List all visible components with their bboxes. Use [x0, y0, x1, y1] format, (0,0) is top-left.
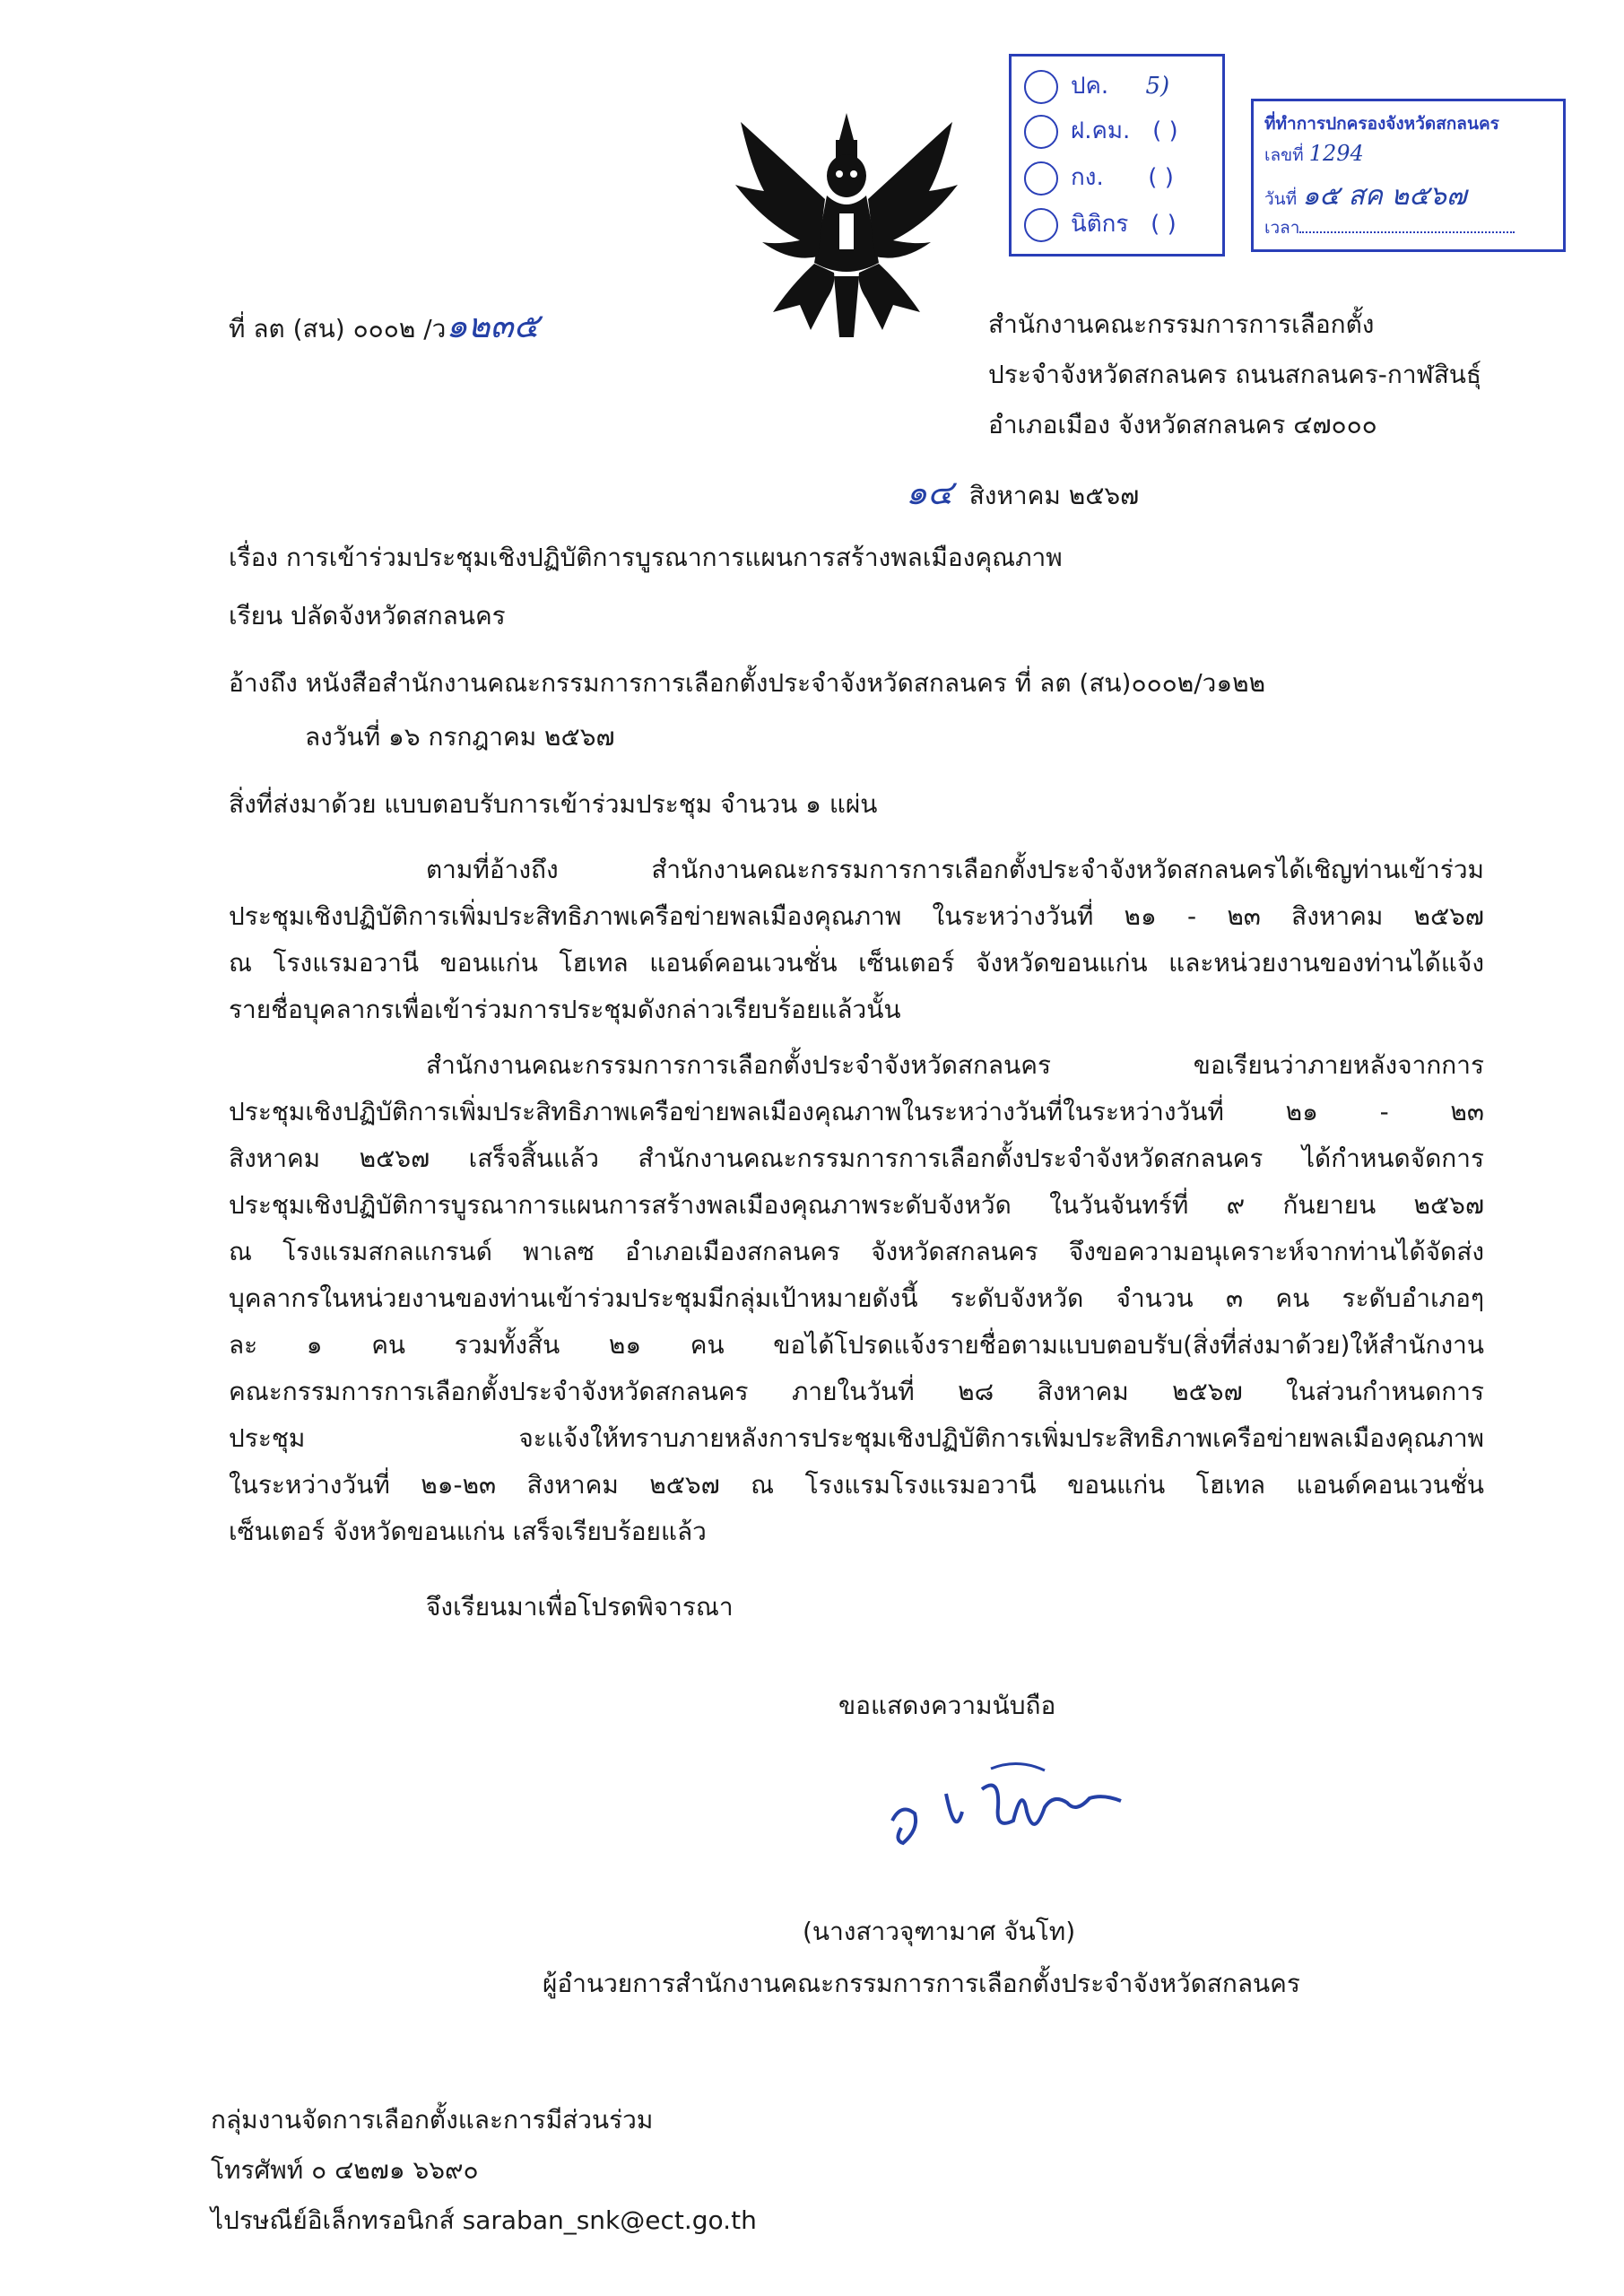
paragraph-line: ประชุมเชิงปฏิบัติการบูรณาการแผนการสร้างพลเมืองคุณภาพระดับจังหวัด ในวันจันทร์ที่ ๙ กันยายน ๒๕๖๗ [229, 1190, 1484, 1220]
paragraph-line: คณะกรรมการการเลือกตั้งประจำจังหวัดสกลนคร ภายในวันที่ ๒๘ สิงหาคม ๒๕๖๗ ในส่วนกำหนดการ [229, 1377, 1484, 1406]
stamp-row: กง. ( ) [1024, 159, 1174, 196]
paragraph-line: สิงหาคม ๒๕๖๗ เสร็จสิ้นแล้ว สำนักงานคณะกรรมการการเลือกตั้งประจำจังหวัดสกลนคร ได้กำหนดจัดการ [229, 1144, 1484, 1173]
office-line: อำเภอเมือง จังหวัดสกลนคร ๔๗๐๐๐ [988, 410, 1377, 439]
footer-email: ไปรษณีย์อิเล็กทรอนิกส์ saraban_snk@ect.go.th [211, 2205, 757, 2235]
closing-request: จึงเรียนมาเพื่อโปรดพิจารณา [426, 1592, 734, 1622]
circle-icon [1024, 208, 1058, 242]
signer-title: ผู้อำนวยการสำนักงานคณะกรรมการการเลือกตั้งประจำจังหวัดสกลนคร [543, 1969, 1300, 1998]
paragraph-line: เซ็นเตอร์ จังหวัดขอนแก่น เสร็จเรียบร้อยแล้ว [229, 1517, 707, 1546]
document-date: ๑๔ สิงหาคม ๒๕๖๗ [906, 473, 1140, 512]
paragraph-line: ประชุมเชิงปฏิบัติการเพิ่มประสิทธิภาพเครือข่ายพลเมืองคุณภาพ ในระหว่างวันที่ ๒๑ - ๒๓ สิงหาคม ๒๕๖๗ [229, 901, 1484, 931]
footer-phone: โทรศัพท์ ๐ ๔๒๗๑ ๖๖๙๐ [211, 2155, 479, 2185]
document-number: ที่ ลต (สน) ๐๐๐๒ /ว๑๒๓๕ [229, 306, 540, 345]
received-stamp [1251, 99, 1566, 252]
paragraph-line: ในระหว่างวันที่ ๒๑-๒๓ สิงหาคม ๒๕๖๗ ณ โรงแรมโรงแรมอวานี ขอนแก่น โฮเทล แอนด์คอนเวนชั่น [229, 1470, 1484, 1500]
enclosure-line: สิ่งที่ส่งมาด้วย แบบตอบรับการเข้าร่วมประชุม จำนวน ๑ แผ่น [229, 789, 878, 819]
footer-department: กลุ่มงานจัดการเลือกตั้งและการมีส่วนร่วม [211, 2105, 654, 2135]
circle-icon [1024, 115, 1058, 149]
paragraph-line: ตามที่อ้างถึง สำนักงานคณะกรรมการการเลือกตั้งประจำจังหวัดสกลนครได้เชิญท่านเข้าร่วม [426, 855, 1484, 884]
paragraph-line: ประชุมเชิงปฏิบัติการเพิ่มประสิทธิภาพเครือข่ายพลเมืองคุณภาพในระหว่างวันที่ในระหว่างวันที่ ๒๑ - ๒๓ [229, 1097, 1484, 1126]
stamp-number-row: เลขที่ 1294 [1264, 141, 1364, 166]
stamp-row: ปค. 5) [1024, 67, 1169, 104]
office-line: ประจำจังหวัดสกลนคร ถนนสกลนคร-กาฬสินธุ์ [988, 360, 1482, 389]
stamp-date-row: วันที่ ๑๕ สค ๒๕๖๗ [1264, 180, 1467, 212]
reference-line: อ้างถึง หนังสือสำนักงานคณะกรรมการการเลือกตั้งประจำจังหวัดสกลนคร ที่ ลต (สน)๐๐๐๒/ว๑๒๒ [229, 668, 1266, 698]
paragraph-line: ละ ๑ คน รวมทั้งสิ้น ๒๑ คน ขอได้โปรดแจ้งรายชื่อตามแบบตอบรับ(สิ่งที่ส่งมาด้วย)ให้สำนักงาน [229, 1330, 1484, 1360]
paragraph-line: ณ โรงแรมสกลแกรนด์ พาเลซ อำเภอเมืองสกลนคร จังหวัดสกลนคร จึงขอความอนุเคราะห์จากท่านได้จัดส่ง [229, 1237, 1484, 1266]
reference-date-line: ลงวันที่ ๑๖ กรกฎาคม ๒๕๖๗ [305, 722, 615, 752]
paragraph-line: สำนักงานคณะกรรมการการเลือกตั้งประจำจังหวัดสกลนคร ขอเรียนว่าภายหลังจากการ [426, 1050, 1484, 1080]
stamp-office: ที่ทำการปกครองจังหวัดสกลนคร [1264, 114, 1499, 134]
salutation: ขอแสดงความนับถือ [838, 1691, 1056, 1720]
stamp-row: นิติกร ( ) [1024, 205, 1177, 242]
paragraph-line: บุคลากรในหน่วยงานของท่านเข้าร่วมประชุมมีกลุ่มเป้าหมายดังนี้ ระดับจังหวัด จำนวน ๓ คน ระดับอำเภอๆ [229, 1283, 1484, 1313]
signer-name: (นางสาวจุฑามาศ จันโท) [803, 1917, 1076, 1946]
garuda-emblem [728, 106, 966, 341]
paragraph-line: ประชุม จะแจ้งให้ทราบภายหลังการประชุมเชิงปฏิบัติการเพิ่มประสิทธิภาพเครือข่ายพลเมืองคุณภาพ [229, 1423, 1484, 1453]
stamp-row: ฝ.คม. ( ) [1024, 112, 1178, 149]
stamp-time-row: เวลา [1264, 214, 1515, 241]
addressee-line: เรียน ปลัดจังหวัดสกลนคร [229, 601, 506, 631]
distribution-stamp [1009, 54, 1225, 257]
paragraph-line: ณ โรงแรมอวานี ขอนแก่น โฮเทล แอนด์คอนเวนชั่น เซ็นเตอร์ จังหวัดขอนแก่น และหน่วยงานของท่านได้แจ้ง [229, 948, 1484, 978]
handwritten-signature [874, 1758, 1143, 1857]
circle-icon [1024, 70, 1058, 104]
subject-line: เรื่อง การเข้าร่วมประชุมเชิงปฏิบัติการบูรณาการแผนการสร้างพลเมืองคุณภาพ [229, 543, 1063, 572]
paragraph-line: รายชื่อบุคลากรเพื่อเข้าร่วมการประชุมดังกล่าวเรียบร้อยแล้วนั้น [229, 995, 901, 1024]
circle-icon [1024, 161, 1058, 196]
office-line: สำนักงานคณะกรรมการการเลือกตั้ง [988, 309, 1375, 339]
